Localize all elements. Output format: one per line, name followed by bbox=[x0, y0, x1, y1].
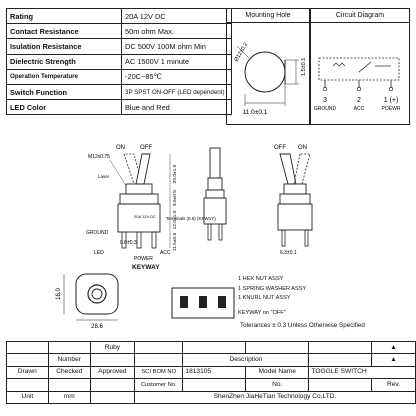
bushing bbox=[126, 184, 152, 194]
bom-number: 1813105 bbox=[183, 366, 246, 378]
terminal bbox=[152, 232, 156, 248]
acc-label: ACC bbox=[160, 250, 171, 256]
spec-table bbox=[6, 8, 232, 115]
outline-height: 16.0 bbox=[56, 288, 62, 300]
spec-key: Operation Temperature bbox=[7, 69, 122, 84]
drawn-label: Drawn bbox=[7, 366, 49, 378]
spec-value: Blue and Red bbox=[122, 100, 232, 115]
side-view-switched-drawing bbox=[250, 140, 340, 260]
thread-label: M12x0.75 bbox=[88, 154, 110, 160]
outline-width: 28.6 bbox=[91, 324, 103, 330]
note-item: 1 KNURL NUT ASSY bbox=[238, 295, 291, 301]
triangle-icon: ▲ bbox=[372, 342, 416, 354]
mounting-hole-drawing bbox=[227, 22, 311, 126]
circuit-diagram-drawing bbox=[311, 22, 411, 126]
front-off-label: OFF bbox=[140, 145, 152, 151]
hex-nut bbox=[120, 194, 158, 204]
bottom-outline-drawing bbox=[54, 270, 144, 332]
spec-row bbox=[7, 84, 232, 99]
body-text: 20A 12V DC bbox=[134, 214, 157, 219]
lever-height: 20.0±1.0 bbox=[173, 164, 178, 184]
description-label: Description bbox=[183, 354, 309, 366]
rev-label: Rev. bbox=[372, 379, 416, 391]
circuit-switch-outline bbox=[319, 58, 399, 80]
sci-bom-label: SCI BOM NO bbox=[135, 366, 183, 378]
spec-value: 50m ohm Max. bbox=[122, 24, 232, 39]
pin-number: 3 bbox=[323, 97, 327, 104]
no-label: No. bbox=[246, 379, 309, 391]
keyway-label: KEYWAY bbox=[132, 264, 160, 271]
model-name-label: Model Name bbox=[246, 366, 309, 378]
spec-key: LED Color bbox=[7, 100, 122, 115]
spec-value: AC 1500V 1 minute bbox=[122, 54, 232, 69]
title-block bbox=[6, 341, 416, 404]
customer-no-label: Customer No. bbox=[135, 379, 183, 391]
unit-value: mm bbox=[48, 391, 90, 403]
mounting-hole-dia: Ø12±0.2 bbox=[233, 41, 250, 63]
checked-label: Checked bbox=[48, 366, 90, 378]
parts-notes bbox=[238, 275, 306, 318]
mounting-hole-panel bbox=[226, 8, 310, 125]
spec-key: Dielectric Strength bbox=[7, 54, 122, 69]
bushing-height: 9.5±0.5 bbox=[173, 190, 178, 206]
spec-row bbox=[7, 39, 232, 54]
front-on-label: ON bbox=[116, 145, 125, 151]
terminal-view-drawing bbox=[168, 284, 238, 322]
number-label: Number bbox=[48, 354, 90, 366]
lever-off-position bbox=[136, 154, 150, 184]
mounting-hole-width: 11.0±0.1 bbox=[242, 109, 268, 116]
pin-label: GROUND bbox=[313, 106, 337, 112]
outline-body bbox=[76, 274, 118, 314]
circuit-diagram-title: Circuit Diagram bbox=[311, 11, 409, 23]
led-label: LED bbox=[94, 250, 104, 256]
side-view-drawing bbox=[196, 144, 236, 264]
ground-label: GROUND bbox=[86, 230, 109, 236]
spec-row bbox=[7, 100, 232, 115]
spec-row bbox=[7, 24, 232, 39]
pin-number: 1 (+) bbox=[383, 97, 399, 104]
note-item: 1 SPRING WASHER ASSY bbox=[238, 285, 307, 292]
spec-value: DC 500V 100M ohm Min bbox=[122, 39, 232, 54]
keyway-note: KEYWAY on "OFF" bbox=[238, 309, 286, 316]
side-body bbox=[204, 198, 226, 224]
spec-key: Rating bbox=[7, 9, 122, 24]
spec-key: Isulation Resistance bbox=[7, 39, 122, 54]
terminal bbox=[137, 232, 141, 248]
terminal-pin bbox=[218, 296, 226, 308]
side-lever bbox=[210, 148, 220, 178]
mounting-hole-circle bbox=[245, 52, 285, 92]
switch-contact bbox=[359, 62, 371, 72]
terminal-pin bbox=[199, 296, 207, 308]
spec-key: Contact Resistance bbox=[7, 24, 122, 39]
terminal-height: 11.5±0.5 bbox=[173, 232, 178, 252]
front-view-drawing bbox=[76, 140, 276, 266]
spec-row bbox=[7, 54, 232, 69]
side-off-label: OFF bbox=[274, 145, 286, 151]
spec-row bbox=[7, 9, 232, 24]
note-item: 1 HEX NUT ASSY bbox=[238, 276, 284, 282]
approved-label: Approved bbox=[90, 366, 134, 378]
terminals-label: Terminals (9.5) (KSW1Y) bbox=[166, 216, 216, 221]
led-resistor-symbol bbox=[333, 63, 345, 66]
body-height: 12.0±1.0 bbox=[173, 210, 178, 230]
model-name-value: TOGGLE SWITCH bbox=[309, 366, 416, 378]
pin-number: 2 bbox=[357, 97, 361, 104]
laser-label: Laser bbox=[98, 174, 110, 179]
spec-value: 3P SPST ON-OFF (LED dependent) bbox=[122, 84, 232, 99]
ruby-label: Ruby bbox=[90, 342, 134, 354]
tolerance-note: Tolerances ± 0.3 Unless Otherwise Specified bbox=[240, 322, 365, 329]
unit-label: Unit bbox=[7, 391, 49, 403]
company-name: ShenZhen JiaHeTian Technology Co,LTD. bbox=[135, 391, 416, 403]
mounting-hole-depth: 1.5±0.1 bbox=[301, 57, 307, 76]
spec-row bbox=[7, 69, 232, 84]
power-label: POWER bbox=[134, 256, 153, 262]
pin-label: ACC bbox=[353, 106, 365, 112]
mounting-hole-title: Mounting Hole bbox=[227, 11, 309, 23]
spec-value: -20C~85℃ bbox=[122, 69, 232, 84]
triangle-icon: ▲ bbox=[372, 354, 416, 366]
terminal-pin bbox=[180, 296, 188, 308]
side-on-label: ON bbox=[298, 145, 307, 151]
pin-label: POEWR bbox=[381, 106, 401, 112]
outline-bushing bbox=[88, 285, 106, 303]
side-width: 6.3±0.1 bbox=[280, 250, 297, 256]
spec-key: Switch Function bbox=[7, 84, 122, 99]
circuit-diagram-panel bbox=[310, 8, 410, 125]
terminal-width: 0.8±0.3 bbox=[120, 240, 137, 246]
spec-value: 20A 12V DC bbox=[122, 9, 232, 24]
